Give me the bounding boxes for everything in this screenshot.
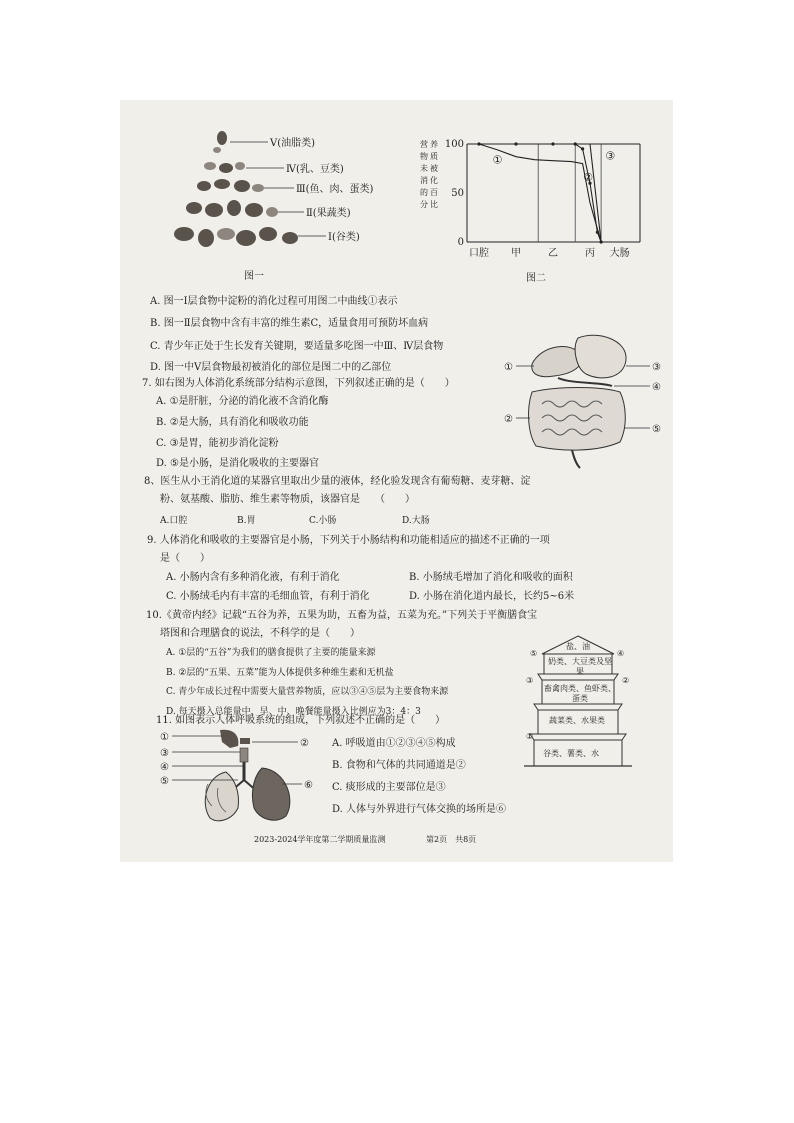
pyramid-layer-2: Ⅱ(果蔬类): [306, 208, 351, 219]
q6-option-b: B. 图一Ⅱ层食物中含有丰富的维生素C，适量食用可预防坏血病: [150, 318, 429, 329]
q9-stem-line1: 9. 人体消化和吸收的主要器官是小肠，下列关于小肠结构和功能相适应的描述不正确的一项: [147, 535, 550, 546]
q11-option-a: A. 呼吸道由①②③④⑤构成: [332, 738, 456, 749]
q8-option-b: B.胃: [237, 516, 256, 526]
chart-point: [574, 142, 577, 145]
footer-exam-title: 2023-2024学年度第二学期质量监测: [254, 835, 386, 844]
q7-fig-label-1: ①: [504, 362, 513, 373]
chart-xcat-label: 口腔: [469, 248, 489, 259]
pagoda-label-1: ①: [526, 732, 534, 741]
chart-xcat-label: 丙: [585, 248, 595, 259]
respiratory-system-figure: [160, 728, 325, 828]
figure1-caption: 图一: [244, 271, 264, 282]
figure2-caption: 图二: [526, 273, 546, 284]
q10-option-d: D. 每天摄入总能量中，早、中、晚餐能量摄入比例应为3：4：3: [166, 707, 421, 717]
q10-option-a: A. ①层的“五谷”为我们的膳食提供了主要的能量来源: [166, 648, 376, 658]
q9-option-c: C. 小肠绒毛内有丰富的毛细血管，有利于消化: [166, 591, 370, 602]
q8-option-d: D.大肠: [402, 516, 430, 526]
q10-stem-line2: 塔图和合理膳食的说法，不科学的是（ ）: [160, 628, 360, 639]
chart-xcat-label: 大肠: [609, 248, 630, 259]
digestion-chart: [445, 136, 645, 266]
chart-point: [551, 142, 554, 145]
digestive-system-figure: [502, 330, 667, 470]
q11-fig-label-6: ⑥: [304, 780, 313, 791]
q9-stem-line2: 是（ ）: [160, 553, 210, 564]
chart-curve-label: ③: [605, 149, 616, 163]
chart-ytick-label: 50: [451, 188, 464, 199]
chart-curve-label: ①: [492, 153, 503, 167]
q11-fig-label-2: ②: [300, 738, 309, 749]
q9-option-a: A. 小肠内含有多种消化液，有利于消化: [166, 572, 340, 583]
q7-fig-label-4: ④: [652, 382, 661, 393]
pyramid-layer-4: Ⅳ(乳、豆类): [286, 164, 344, 175]
q10-option-c: C. 青少年成长过程中需要大量营养物质，应以③④⑤层为主要食物来源: [166, 687, 449, 697]
q10-option-b: B. ②层的“五果、五菜”能为人体提供多种维生素和无机盐: [166, 668, 394, 678]
exam-page: Ⅴ(油脂类) Ⅳ(乳、豆类) Ⅲ(鱼、肉、蛋类) Ⅱ(果蔬类) Ⅰ(谷类) 图一 营 养 物 质 未 被 消 化 的 百 分 比 0 50 100 口腔 甲 乙 丙 大肠 ① ② ③ 图二 A. 图一Ⅰ层食物中淀粉的消化过程可用图二中曲线①表示 B. 图一Ⅱ层食物中含有丰富的维生素C，适量食用可预防坏血病 C. 青少年正处于生长发育关键期，要适量多吃图一中Ⅲ、Ⅳ层食物 D. 图一中Ⅴ层食物最初被消化的部位是图二中的乙部位 7. 如右图为人体消化系统部分结构示意图，下列叙述正确的是（ ） A. ①是肝脏，分泌的消化液不含消化酶 B. ②是大肠，具有消化和吸收功能 C. ③是胃，能初步消化淀粉 D. ⑤是小肠，是消化吸收的主要器官 ① ③ ④ ② ⑤ 8、医生从小王消化道的某器官里取出少量的液体，经化验发现含有葡萄糖、麦芽糖、淀 粉、氨基酸、脂肪、维生素等物质，该器官是 （ ） A.口腔 B.胃 C.小肠 D.大肠 9. 人体消化和吸收的主要器官是小肠，下列关于小肠结构和功能相适应的描述不正确的一项 是（ ） A. 小肠内含有多种消化液，有利于消化 B. 小肠绒毛增加了消化和吸收的面积 C. 小肠绒毛内有丰富的毛细血管，有利于消化 D. 小肠在消化道内最长，长约5~6米 10.《黄帝内经》记载“五谷为养，五果为助，五畜为益，五菜为充。”下列关于平衡膳食宝 塔图和合理膳食的说法，不科学的是（ ） A. ①层的“五谷”为我们的膳食提供了主要的能量来源 B. ②层的“五果、五菜”能为人体提供多种维生素和无机盐 C. 青少年成长过程中需要大量营养物质，应以③④⑤层为主要食物来源 D. 每天摄入总能量中，早、中、晚餐能量摄入比例应为3：4：3 ⑤ ④ ③ ② ① 盐、油 奶类、大豆类及坚果 畜禽肉类、鱼虾类、蛋类 蔬菜类、水果类 谷类、薯类、水 11. 如图表示人体呼吸系统的组成，下列叙述不正确的是（ ） A. 呼吸道由①②③④⑤构成 B. 食物和气体的共同通道是② C. 痰形成的主要部位是③ D. 人体与外界进行气体交换的场所是⑥ ① ② ③ ④ ⑤ ⑥ 2023-2024学年度第二学期质量监测 第2页 共8页: [120, 100, 673, 862]
q10-stem-line1: 10.《黄帝内经》记载“五谷为养，五果为助，五畜为益，五菜为充。”下列关于平衡膳食宝: [146, 610, 538, 621]
chart-point: [596, 231, 599, 234]
pagoda-layer-grain: 谷类、薯类、水: [543, 749, 599, 758]
q11-fig-label-4: ④: [160, 762, 169, 773]
q7-fig-label-5: ⑤: [652, 424, 661, 435]
q8-stem-line1: 8、医生从小王消化道的某器官里取出少量的液体，经化验发现含有葡萄糖、麦芽糖、淀: [144, 476, 531, 487]
q7-option-d: D. ⑤是小肠，是消化吸收的主要器官: [156, 458, 319, 469]
q7-fig-label-3: ③: [652, 362, 661, 373]
pagoda-layer-meat: 畜禽肉类、鱼虾类、蛋类: [544, 684, 616, 703]
q8-stem-line2: 粉、氨基酸、脂肪、维生素等物质，该器官是 （ ）: [160, 494, 415, 505]
q11-stem: 11. 如图表示人体呼吸系统的组成，下列叙述不正确的是（ ）: [156, 715, 446, 726]
q6-option-d: D. 图一中Ⅴ层食物最初被消化的部位是图二中的乙部位: [150, 362, 392, 373]
pagoda-label-5: ⑤: [530, 649, 538, 658]
pagoda-layer-top: 盐、油: [566, 642, 590, 651]
pagoda-layer-dairy: 奶类、大豆类及坚果: [548, 657, 612, 676]
pagoda-label-4: ④: [617, 649, 625, 658]
q7-option-a: A. ①是肝脏，分泌的消化液不含消化酶: [156, 396, 329, 407]
q11-option-b: B. 食物和气体的共同通道是②: [332, 760, 466, 771]
q9-option-d: D. 小肠在消化道内最长，长约5~6米: [409, 591, 575, 602]
q7-option-b: B. ②是大肠，具有消化和吸收功能: [156, 417, 309, 428]
q11-fig-label-3: ③: [160, 748, 169, 759]
chart-point: [600, 240, 603, 243]
q6-option-c: C. 青少年正处于生长发育关键期，要适量多吃图一中Ⅲ、Ⅳ层食物: [150, 341, 444, 352]
footer-page-number: 第2页 共8页: [426, 835, 477, 844]
chart-curve-label: ②: [583, 171, 594, 185]
chart-ytick-label: 100: [445, 139, 464, 150]
q7-option-c: C. ③是胃，能初步消化淀粉: [156, 438, 279, 449]
pagoda-label-3: ③: [526, 676, 534, 685]
q7-fig-label-2: ②: [504, 414, 513, 425]
chart-point: [477, 142, 480, 145]
pyramid-layer-5: Ⅴ(油脂类): [270, 138, 316, 149]
q11-option-c: C. 痰形成的主要部位是③: [332, 782, 446, 793]
food-pyramid-figure: [160, 128, 410, 263]
chart-xcat-label: 乙: [548, 248, 558, 259]
q7-stem: 7. 如右图为人体消化系统部分结构示意图，下列叙述正确的是（ ）: [142, 378, 455, 389]
q11-fig-label-5: ⑤: [160, 776, 169, 787]
pagoda-layer-veg: 蔬菜类、水果类: [549, 716, 605, 725]
q9-option-b: B. 小肠绒毛增加了消化和吸收的面积: [409, 572, 573, 583]
q8-option-c: C.小肠: [309, 516, 337, 526]
chart-point: [514, 142, 517, 145]
pagoda-label-2: ②: [622, 676, 630, 685]
pyramid-layer-3: Ⅲ(鱼、肉、蛋类): [296, 184, 374, 195]
chart-ytick-label: 0: [457, 237, 464, 248]
q6-option-a: A. 图一Ⅰ层食物中淀粉的消化过程可用图二中曲线①表示: [150, 296, 398, 307]
pyramid-layer-1: Ⅰ(谷类): [328, 232, 360, 243]
q11-option-d: D. 人体与外界进行气体交换的场所是⑥: [332, 804, 507, 815]
chart-point: [581, 147, 584, 150]
q8-option-a: A.口腔: [160, 516, 188, 526]
q11-fig-label-1: ①: [160, 732, 169, 743]
chart-xcat-label: 甲: [511, 248, 521, 259]
